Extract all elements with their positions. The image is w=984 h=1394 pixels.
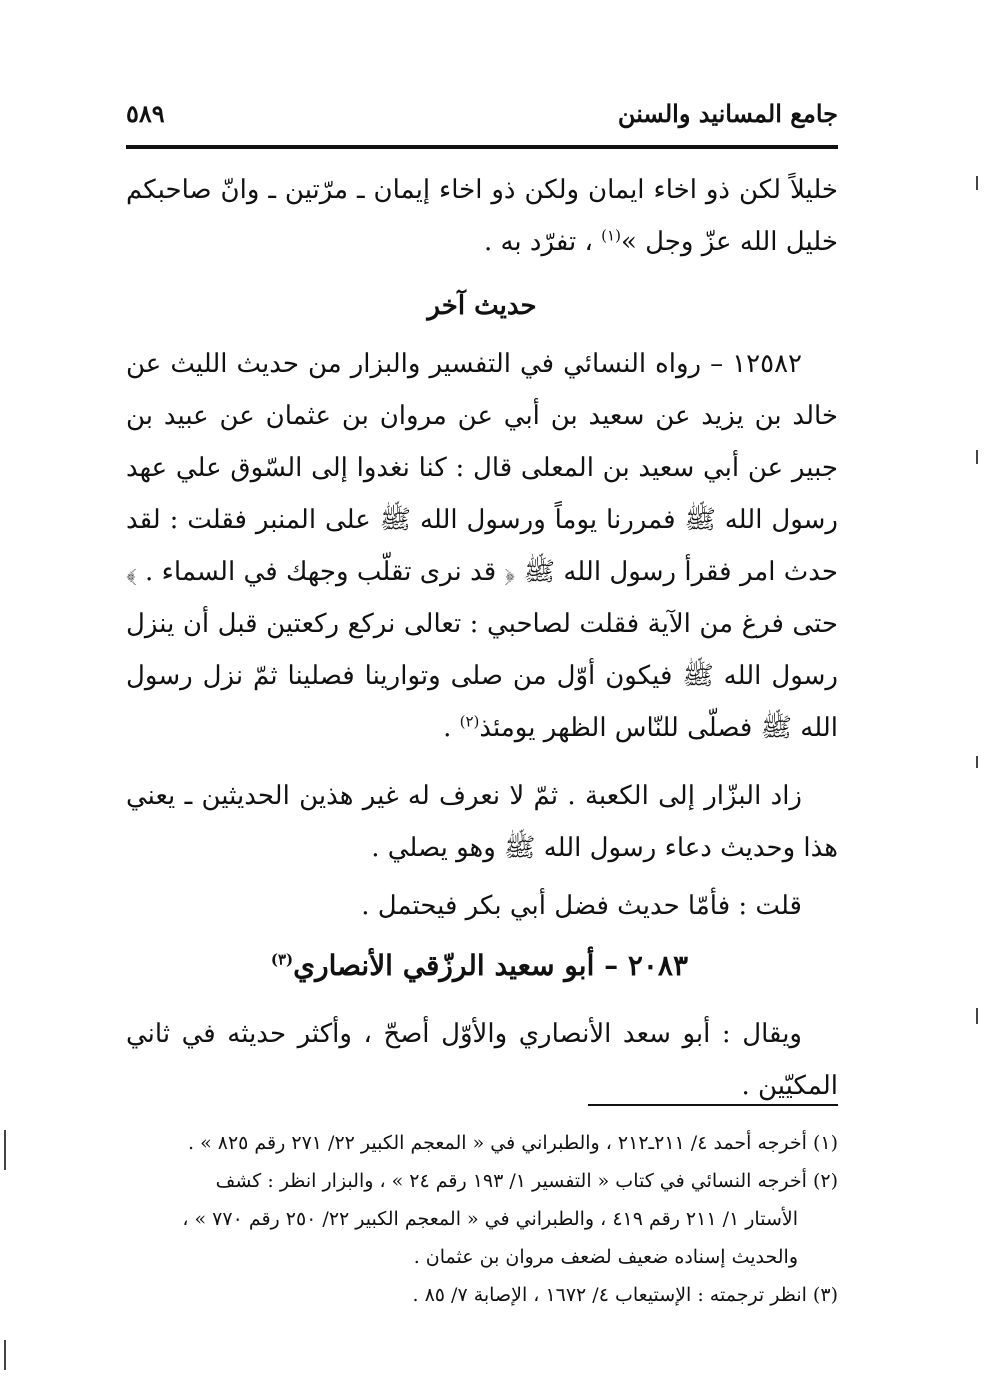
continuation-paragraph <box>126 164 838 268</box>
footnote-3: (٣) انظر ترجمته : الإستيعاب ٤/ ١٦٧٢ ، الإصابة ٧/ ٨٥ . <box>412 1284 838 1306</box>
footnote-2-line-2: الأستار ١/ ٢١١ رقم ٤١٩ ، والطبراني في « المعجم الكبير ٢٢/ ٢٥٠ رقم ٧٧٠ » ، <box>182 1208 798 1230</box>
hadith-paragraph <box>126 338 838 754</box>
footnote-2-line-1: (٢) أخرجه النسائي في كتاب « التفسير ١/ ١٩٣ رقم ٢٤ » ، والبزار انظر : كشف <box>215 1170 838 1192</box>
continuation-end: ، تفرّد به . <box>483 227 593 257</box>
header-rule <box>126 145 838 149</box>
margin-mark <box>976 1008 978 1024</box>
margin-mark <box>976 176 978 190</box>
running-title: جامع المسانيد والسنن <box>617 99 838 128</box>
margin-mark <box>976 450 978 464</box>
margin-mark <box>4 1340 6 1370</box>
footnote-1: (١) أخرجه أحمد ٤/ ٢١١ـ٢١٢ ، والطبراني في « المعجم الكبير ٢٢/ ٢٧١ رقم ٨٢٥ » . <box>188 1132 838 1154</box>
page-number: ٥٨٩ <box>126 99 165 128</box>
margin-mark <box>4 1130 6 1170</box>
entry-heading <box>126 940 838 992</box>
footnote-ref-3: (٣) <box>270 950 294 969</box>
bazzar-note: زاد البزّار إلى الكعبة . ثمّ لا نعرف له غير هذين الحديثين ـ يعني هذا وحديث دعاء رسول الله ﷺ وهو يصلي . <box>126 781 838 863</box>
continuation-text: خليلاً لكن ذو اخاء ايمان ولكن ذو اخاء إيمان ـ مرّتين ـ وانّ صاحبكم خليل الله عزّ وجل » <box>126 175 838 257</box>
hadith-text: ١٢٥٨٢ – رواه النسائي في التفسير والبزار من حديث الليث عن خالد بن يزيد عن سعيد بن أبي عن مروان بن عثمان عن عبيد بن جبير عن أبي سعيد بن المعلى قال : كنا نغدوا إلى السّوق علي عهد رسول الله ﷺ فمررنا يوماً ورسول الله ﷺ على المنبر فقلت : لقد حدث امر فقرأ رسول الله ﷺ ﴿ قد نرى تقلّب وجهك في السماء . ﴾ حتى فرغ من الآية فقلت لصاحبي : تعالى نركع ركعتين قبل أن ينزل رسول الله ﷺ فيكون أوّل من صلى وتوارينا فصلينا ثمّ نزل رسول الله ﷺ فصلّى للنّاس الظهر يومئذ <box>126 349 838 743</box>
entry-heading-text: ٢٠٨٣ – أبو سعيد الرزّقي الأنصاري <box>293 949 688 982</box>
footnotes <box>126 1124 838 1314</box>
footnote-ref-1: (١) <box>601 226 621 245</box>
page-header <box>126 96 838 140</box>
margin-mark <box>976 756 978 768</box>
qultu-line: قلت : فأمّا حديث فضل أبي بكر فيحتمل . <box>361 891 802 921</box>
hadith-end: . <box>443 713 460 743</box>
footnote-ref-2: (٢) <box>459 712 480 731</box>
main-text <box>126 164 838 1112</box>
section-heading: حديث آخر <box>427 291 537 321</box>
footnote-2-line-3: والحديث إسناده ضعيف لضعف مروان بن عثمان . <box>413 1246 798 1268</box>
entry-paragraph: ويقال : أبو سعد الأنصاري والأوّل أصحّ ، وأكثر حديثه في ثاني المكيّين . <box>126 1019 838 1101</box>
footnote-rule <box>588 1104 838 1106</box>
